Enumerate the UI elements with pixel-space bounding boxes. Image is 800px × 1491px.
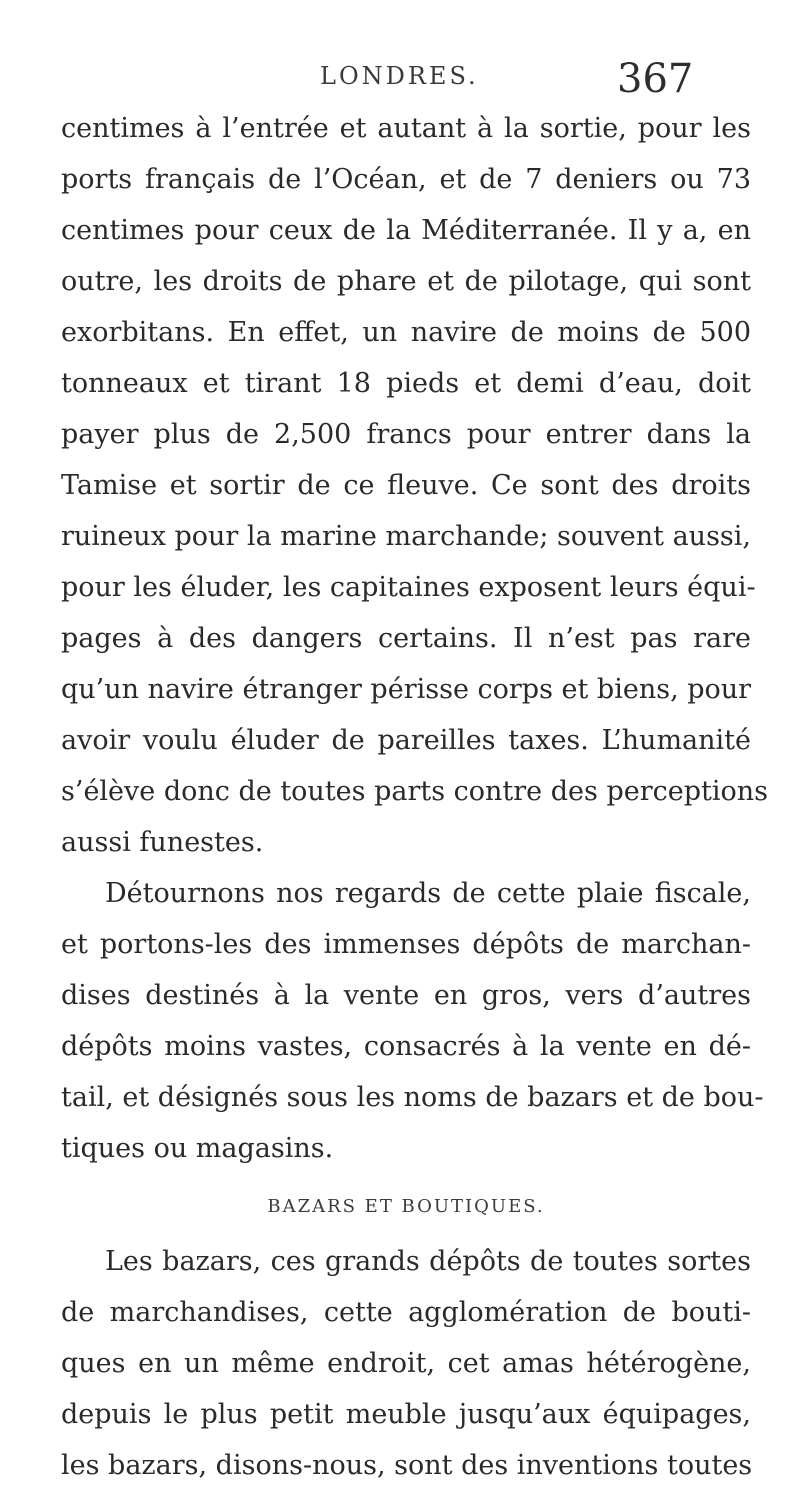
body-text — [61, 103, 768, 1491]
paragraph-3 — [61, 1236, 751, 1491]
paragraph-1 — [61, 103, 768, 868]
text-line: dises destinés à la vente en gros, vers d’autres — [61, 980, 751, 1011]
text-line: qu’un navire étranger périsse corps et biens, pour — [61, 674, 752, 705]
text-line: pages à des dangers certains. Il n’est pas rare — [61, 623, 751, 654]
section-heading: BAZARS ET BOUTIQUES. — [267, 1196, 545, 1217]
text-line: tail, et désignés sous les noms de bazars et de bou- — [61, 1082, 764, 1113]
paragraph-2 — [61, 868, 764, 1174]
text-line: Détournons nos regards de cette plaie fiscale, — [105, 878, 751, 909]
text-line: les bazars, disons-nous, sont des inventions toutes — [61, 1450, 753, 1481]
text-line: tonneaux et tirant 18 pieds et demi d’eau, doit — [61, 368, 751, 399]
text-line: aussi funestes. — [61, 827, 264, 858]
text-line: Tamise et sortir de ce fleuve. Ce sont des droits — [61, 470, 751, 501]
text-line: de marchandises, cette agglomération de bouti- — [61, 1297, 751, 1328]
text-line: ruineux pour la marine marchande; souvent aussi, — [61, 521, 751, 552]
text-line: depuis le plus petit meuble jusqu’aux équipages, — [61, 1399, 751, 1430]
text-line: exorbitans. En effet, un navire de moins de 500 — [61, 317, 751, 348]
text-line: tiques ou magasins. — [61, 1133, 334, 1164]
text-line: Les bazars, ces grands dépôts de toutes sortes — [105, 1246, 751, 1277]
text-line: pour les éluder, les capitaines exposent leurs équi- — [61, 572, 756, 603]
text-line: outre, les droits de phare et de pilotage, qui sont — [61, 266, 751, 297]
text-line: payer plus de 2,500 francs pour entrer dans la — [61, 419, 751, 450]
text-line: ports français de l’Océan, et de 7 deniers ou 73 — [61, 164, 751, 195]
running-title: LONDRES. — [320, 62, 479, 90]
text-line: ques en un même endroit, cet amas hétérogène, — [61, 1348, 751, 1379]
text-line: s’élève donc de toutes parts contre des perceptions — [61, 776, 768, 807]
text-line: centimes à l’entrée et autant à la sortie, pour les — [61, 113, 751, 144]
text-line: dépôts moins vastes, consacrés à la vente en dé- — [61, 1031, 751, 1062]
page-number: 367 — [617, 56, 694, 102]
text-line: centimes pour ceux de la Méditerranée. Il y a, en — [61, 215, 751, 246]
text-line: avoir voulu éluder de pareilles taxes. L’humanité — [61, 725, 751, 756]
text-line: et portons-les des immenses dépôts de marchan- — [61, 929, 751, 960]
